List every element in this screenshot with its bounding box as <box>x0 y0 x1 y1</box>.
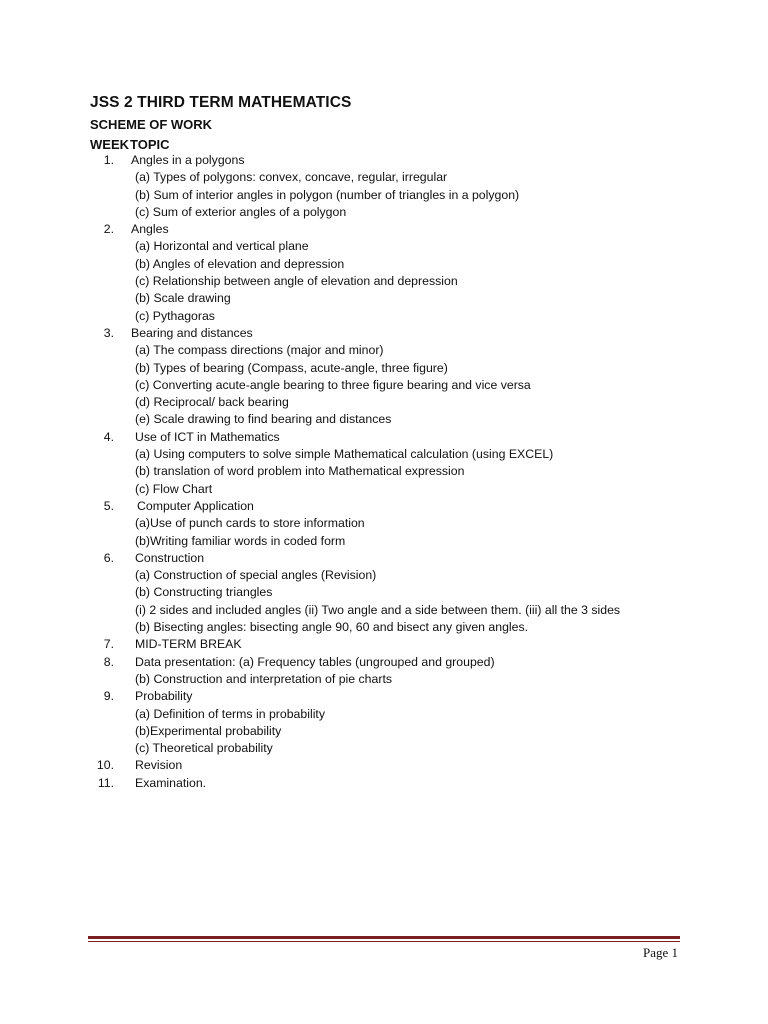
document-subtitle: SCHEME OF WORK <box>90 117 213 132</box>
week-number: 10. <box>96 758 114 773</box>
week-number: 4. <box>103 429 114 444</box>
week-number: 8. <box>103 654 114 669</box>
subtopic-text: (b)Writing familiar words in coded form <box>135 533 346 548</box>
subtopic-text: (a) Definition of terms in probability <box>135 706 325 721</box>
page-number: Page 1 <box>642 945 678 960</box>
subtopic-row <box>0 533 768 550</box>
subtopic-row <box>0 360 768 377</box>
subtopic-text: (c) Converting acute-angle bearing to three figure bearing and vice versa <box>135 377 531 392</box>
subtopic-row <box>0 290 768 307</box>
subtopic-row <box>0 602 768 619</box>
subtopic-text: (a) Construction of special angles (Revision) <box>135 568 377 583</box>
topic-text: Data presentation: (a) Frequency tables (ungrouped and grouped) <box>135 654 495 669</box>
subtopic-text: (b) translation of word problem into Mathematical expression <box>135 464 465 479</box>
week-row <box>0 757 768 774</box>
subtopic-text: (a) Types of polygons: convex, concave, regular, irregular <box>135 170 448 185</box>
subtopic-text: (a) Horizontal and vertical plane <box>135 239 309 254</box>
subtopic-text: (c) Sum of exterior angles of a polygon <box>135 204 347 219</box>
subtopic-text: (c) Theoretical probability <box>135 741 273 756</box>
week-number: 5. <box>103 498 114 513</box>
week-column-header: WEEK <box>90 137 129 152</box>
subtopic-text: (b) Sum of interior angles in polygon (number of triangles in a polygon) <box>135 187 520 202</box>
subtopic-text: (b) Constructing triangles <box>135 585 273 600</box>
week-row <box>0 429 768 446</box>
subtopic-row <box>0 567 768 584</box>
topic-text: Angles <box>131 222 169 237</box>
subtopic-row <box>0 411 768 428</box>
subtopic-row <box>0 342 768 359</box>
subtopic-row <box>0 481 768 498</box>
topic-column-header: TOPIC <box>130 137 170 152</box>
subtopic-row <box>0 446 768 463</box>
topic-text: MID-TERM BREAK <box>135 637 242 652</box>
document-title: JSS 2 THIRD TERM MATHEMATICS <box>90 94 352 111</box>
subtopic-text: (e) Scale drawing to find bearing and distances <box>135 412 392 427</box>
subtopic-row <box>0 723 768 740</box>
subtopic-text: (b) Angles of elevation and depression <box>135 256 345 271</box>
table-header <box>90 137 170 152</box>
subtopic-row <box>0 187 768 204</box>
week-row <box>0 498 768 515</box>
subtopic-row <box>0 463 768 480</box>
week-number: 6. <box>103 550 114 565</box>
subtopic-text: (b)Experimental probability <box>135 723 282 738</box>
subtopic-text: (b) Bisecting angles: bisecting angle 90, 60 and bisect any given angles. <box>135 620 529 635</box>
week-number: 7. <box>103 637 114 652</box>
subtopic-row <box>0 256 768 273</box>
topic-text: Probability <box>135 689 193 704</box>
subtopic-text: (a) Using computers to solve simple Mathematical calculation (using EXCEL) <box>135 447 554 462</box>
week-number: 3. <box>103 325 114 340</box>
subtopic-text: (a)Use of punch cards to store information <box>135 516 365 531</box>
subtopic-row <box>0 308 768 325</box>
subtopic-row <box>0 619 768 636</box>
subtopic-text: (i) 2 sides and included angles (ii) Two angle and a side between them. (iii) all the 3 sides <box>135 602 621 617</box>
subtopic-row <box>0 204 768 221</box>
footer-rule-thin <box>88 941 680 942</box>
week-row <box>0 688 768 705</box>
subtopic-row <box>0 740 768 757</box>
footer-rule <box>88 936 680 939</box>
topic-text: Angles in a polygons <box>131 153 245 167</box>
week-number: 11. <box>97 775 114 790</box>
subtopic-text: (d) Reciprocal/ back bearing <box>135 395 289 410</box>
week-row <box>0 221 768 238</box>
subtopic-row <box>0 394 768 411</box>
subtopic-row <box>0 671 768 688</box>
week-row <box>0 775 768 792</box>
subtopic-text: (b) Scale drawing <box>135 291 231 306</box>
week-number: 1. <box>103 153 114 167</box>
week-number: 2. <box>103 222 114 237</box>
subtopic-row <box>0 377 768 394</box>
topic-text: Examination. <box>135 775 207 790</box>
subtopic-row <box>0 273 768 290</box>
subtopic-row <box>0 238 768 255</box>
topic-text: Use of ICT in Mathematics <box>135 429 280 444</box>
topic-text: Computer Application <box>137 498 254 513</box>
subtopic-text: (c) Relationship between angle of elevation and depression <box>135 274 458 289</box>
subtopic-row <box>0 515 768 532</box>
week-row <box>0 636 768 653</box>
week-row <box>0 152 768 169</box>
week-row <box>0 550 768 567</box>
week-number: 9. <box>103 689 114 704</box>
topic-text: Revision <box>135 758 183 773</box>
scheme-list <box>0 152 768 792</box>
week-row <box>0 654 768 671</box>
subtopic-row <box>0 584 768 601</box>
topic-text: Construction <box>135 550 205 565</box>
subtopic-text: (b) Construction and interpretation of pie charts <box>135 671 393 686</box>
subtopic-text: (b) Types of bearing (Compass, acute-angle, three figure) <box>135 360 448 375</box>
subtopic-text: (c) Flow Chart <box>135 481 213 496</box>
subtopic-row <box>0 706 768 723</box>
topic-text: Bearing and distances <box>131 325 253 340</box>
week-row <box>0 325 768 342</box>
subtopic-text: (c) Pythagoras <box>135 308 215 323</box>
subtopic-text: (a) The compass directions (major and minor) <box>135 343 384 358</box>
subtopic-row <box>0 169 768 186</box>
